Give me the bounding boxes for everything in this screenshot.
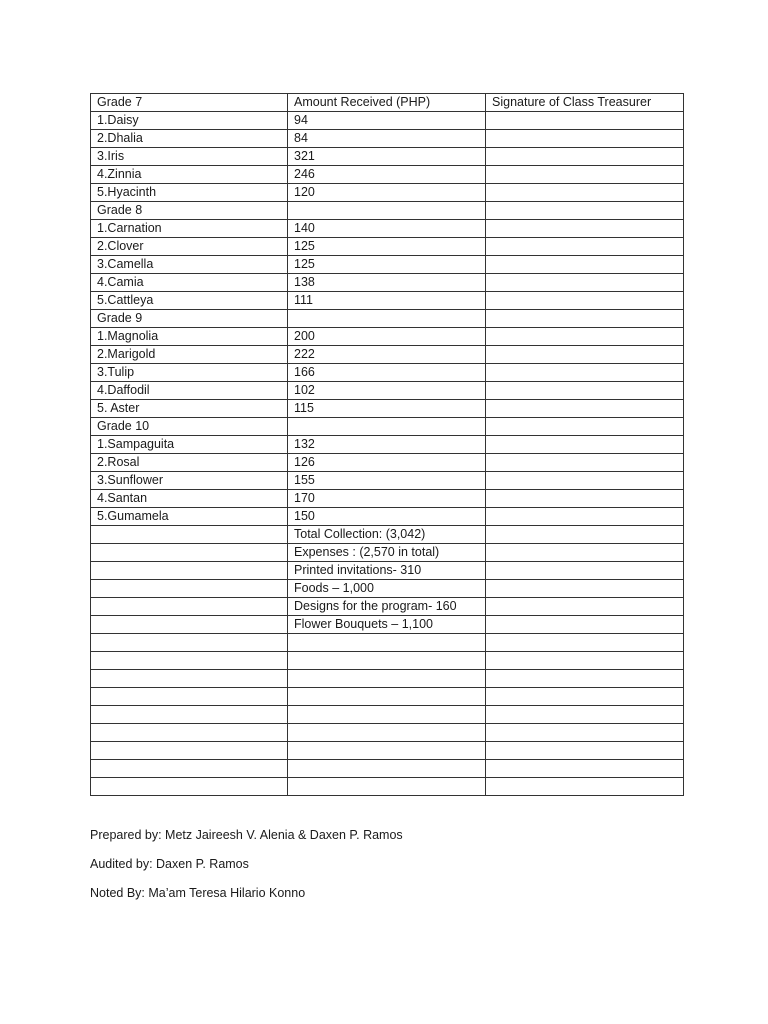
cell-amount: 84 — [288, 130, 486, 148]
table-row — [91, 508, 684, 526]
table-row — [91, 688, 684, 706]
cell-name — [91, 670, 288, 688]
cell-signature[interactable] — [486, 688, 684, 706]
cell-amount — [288, 760, 486, 778]
table-row — [91, 472, 684, 490]
cell-name: 3.Camella — [91, 256, 288, 274]
cell-signature[interactable] — [486, 634, 684, 652]
cell-amount — [288, 688, 486, 706]
cell-name — [91, 724, 288, 742]
table-row — [91, 706, 684, 724]
prepared-by: Prepared by: Metz Jaireesh V. Alenia & Daxen P. Ramos — [90, 828, 403, 842]
cell-name: 5.Gumamela — [91, 508, 288, 526]
cell-signature[interactable] — [486, 346, 684, 364]
table-row — [91, 670, 684, 688]
cell-name — [91, 562, 288, 580]
cell-name: 1.Daisy — [91, 112, 288, 130]
table-row — [91, 418, 684, 436]
cell-amount: 138 — [288, 274, 486, 292]
cell-signature[interactable] — [486, 544, 684, 562]
cell-signature[interactable] — [486, 310, 684, 328]
cell-name — [91, 526, 288, 544]
table-row — [91, 346, 684, 364]
cell-name: 2.Marigold — [91, 346, 288, 364]
cell-signature[interactable] — [486, 436, 684, 454]
collection-table-body — [91, 94, 684, 796]
cell-name — [91, 760, 288, 778]
header-amount-received: Amount Received (PHP) — [288, 94, 486, 112]
cell-signature[interactable] — [486, 364, 684, 382]
cell-signature[interactable] — [486, 670, 684, 688]
cell-signature[interactable] — [486, 382, 684, 400]
cell-amount: 155 — [288, 472, 486, 490]
cell-name: 2.Dhalia — [91, 130, 288, 148]
cell-name: 3.Tulip — [91, 364, 288, 382]
cell-signature[interactable] — [486, 184, 684, 202]
cell-name: 4.Camia — [91, 274, 288, 292]
table-row — [91, 382, 684, 400]
cell-name: 1.Carnation — [91, 220, 288, 238]
cell-signature[interactable] — [486, 256, 684, 274]
noted-by: Noted By: Ma’am Teresa Hilario Konno — [90, 886, 306, 900]
cell-name: 4.Zinnia — [91, 166, 288, 184]
table-row — [91, 634, 684, 652]
table-row — [91, 778, 684, 796]
cell-signature[interactable] — [486, 508, 684, 526]
cell-amount: Foods – 1,000 — [288, 580, 486, 598]
cell-name: 5. Aster — [91, 400, 288, 418]
cell-name: 4.Daffodil — [91, 382, 288, 400]
cell-name: 5.Cattleya — [91, 292, 288, 310]
table-row — [91, 544, 684, 562]
table-row — [91, 328, 684, 346]
cell-signature[interactable] — [486, 166, 684, 184]
table-row — [91, 130, 684, 148]
cell-name — [91, 616, 288, 634]
table-row — [91, 292, 684, 310]
cell-amount: 120 — [288, 184, 486, 202]
cell-signature[interactable] — [486, 220, 684, 238]
cell-name: 2.Clover — [91, 238, 288, 256]
cell-signature[interactable] — [486, 778, 684, 796]
cell-name: 4.Santan — [91, 490, 288, 508]
table-row — [91, 742, 684, 760]
cell-amount: 102 — [288, 382, 486, 400]
cell-name — [91, 580, 288, 598]
cell-signature[interactable] — [486, 454, 684, 472]
cell-signature[interactable] — [486, 202, 684, 220]
cell-name — [91, 598, 288, 616]
cell-amount: 94 — [288, 112, 486, 130]
audited-by: Audited by: Daxen P. Ramos — [90, 857, 249, 871]
cell-signature[interactable] — [486, 616, 684, 634]
cell-name — [91, 778, 288, 796]
cell-name — [91, 544, 288, 562]
cell-name: 2.Rosal — [91, 454, 288, 472]
table-row — [91, 724, 684, 742]
cell-name: Grade 9 — [91, 310, 288, 328]
cell-amount — [288, 652, 486, 670]
cell-signature[interactable] — [486, 526, 684, 544]
cell-signature[interactable] — [486, 292, 684, 310]
cell-signature[interactable] — [486, 400, 684, 418]
cell-name: Grade 8 — [91, 202, 288, 220]
table-row — [91, 148, 684, 166]
table-header-row — [91, 94, 684, 112]
cell-signature[interactable] — [486, 238, 684, 256]
cell-signature[interactable] — [486, 742, 684, 760]
cell-amount: 125 — [288, 238, 486, 256]
cell-signature[interactable] — [486, 562, 684, 580]
table-row — [91, 400, 684, 418]
cell-amount: Total Collection: (3,042) — [288, 526, 486, 544]
table-row — [91, 760, 684, 778]
cell-amount — [288, 310, 486, 328]
cell-amount: 222 — [288, 346, 486, 364]
table-row — [91, 310, 684, 328]
table-row — [91, 598, 684, 616]
cell-name: 5.Hyacinth — [91, 184, 288, 202]
cell-amount: 200 — [288, 328, 486, 346]
cell-amount — [288, 202, 486, 220]
table-row — [91, 580, 684, 598]
cell-name — [91, 706, 288, 724]
header-grade-7: Grade 7 — [91, 94, 288, 112]
cell-signature[interactable] — [486, 328, 684, 346]
collection-table — [90, 93, 684, 796]
cell-signature[interactable] — [486, 472, 684, 490]
table-row — [91, 220, 684, 238]
cell-amount: 150 — [288, 508, 486, 526]
cell-amount — [288, 706, 486, 724]
cell-name — [91, 742, 288, 760]
cell-name — [91, 652, 288, 670]
cell-amount — [288, 778, 486, 796]
cell-signature[interactable] — [486, 706, 684, 724]
cell-amount: 246 — [288, 166, 486, 184]
cell-amount: 125 — [288, 256, 486, 274]
cell-signature[interactable] — [486, 724, 684, 742]
cell-amount — [288, 670, 486, 688]
table-row — [91, 562, 684, 580]
header-signature: Signature of Class Treasurer — [486, 94, 684, 112]
cell-amount: 132 — [288, 436, 486, 454]
cell-amount: 126 — [288, 454, 486, 472]
table-row — [91, 202, 684, 220]
cell-name — [91, 634, 288, 652]
table-row — [91, 238, 684, 256]
cell-amount: 170 — [288, 490, 486, 508]
cell-amount: 140 — [288, 220, 486, 238]
cell-name: 3.Iris — [91, 148, 288, 166]
cell-amount — [288, 634, 486, 652]
cell-signature[interactable] — [486, 598, 684, 616]
table-row — [91, 526, 684, 544]
cell-name: 1.Sampaguita — [91, 436, 288, 454]
cell-amount: 115 — [288, 400, 486, 418]
cell-signature[interactable] — [486, 148, 684, 166]
cell-signature[interactable] — [486, 652, 684, 670]
cell-amount: 111 — [288, 292, 486, 310]
cell-amount: Printed invitations- 310 — [288, 562, 486, 580]
cell-amount: 166 — [288, 364, 486, 382]
table-row — [91, 490, 684, 508]
cell-name: 3.Sunflower — [91, 472, 288, 490]
cell-amount: Flower Bouquets – 1,100 — [288, 616, 486, 634]
table-row — [91, 112, 684, 130]
cell-signature[interactable] — [486, 274, 684, 292]
cell-name: 1.Magnolia — [91, 328, 288, 346]
cell-amount: 321 — [288, 148, 486, 166]
cell-signature[interactable] — [486, 580, 684, 598]
table-row — [91, 256, 684, 274]
cell-amount — [288, 724, 486, 742]
table-row — [91, 652, 684, 670]
table-row — [91, 184, 684, 202]
cell-signature[interactable] — [486, 112, 684, 130]
cell-signature[interactable] — [486, 418, 684, 436]
cell-amount — [288, 418, 486, 436]
cell-signature[interactable] — [486, 490, 684, 508]
cell-amount — [288, 742, 486, 760]
table-row — [91, 166, 684, 184]
cell-name — [91, 688, 288, 706]
table-row — [91, 454, 684, 472]
table-row — [91, 616, 684, 634]
table-row — [91, 364, 684, 382]
cell-signature[interactable] — [486, 760, 684, 778]
cell-signature[interactable] — [486, 130, 684, 148]
table-row — [91, 274, 684, 292]
cell-name: Grade 10 — [91, 418, 288, 436]
table-row — [91, 436, 684, 454]
cell-amount: Designs for the program- 160 — [288, 598, 486, 616]
cell-amount: Expenses : (2,570 in total) — [288, 544, 486, 562]
